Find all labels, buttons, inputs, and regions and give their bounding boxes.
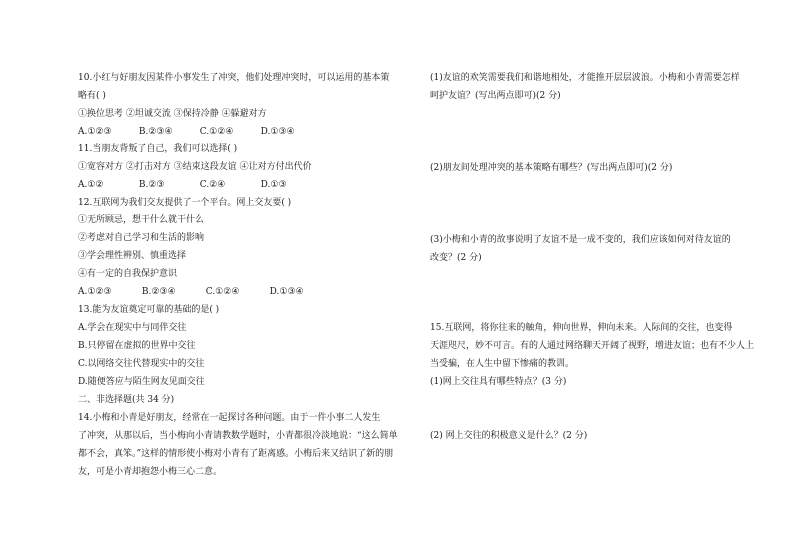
- q14-line-2: 了冲突，从那以后，当小梅向小青请教数学题时，小青都很冷淡地说：“这么简单: [78, 431, 398, 441]
- q12-item-3: ③学会理性辨别、慎重选择: [78, 251, 187, 261]
- q15-sub2: (2) 网上交往的积极意义是什么？(2 分): [430, 431, 588, 441]
- q13-stem: 13.能为友谊奠定可靠的基础的是( ): [78, 305, 220, 315]
- q13-option-c: C.以网络交往代替现实中的交往: [78, 359, 205, 369]
- q11-option-d: D.①③: [260, 180, 287, 190]
- q13-option-b: B.只停留在虚拟的世界中交往: [78, 341, 196, 351]
- q11-items: ①宽容对方 ②打击对方 ③结束这段友谊 ④让对方付出代价: [78, 162, 312, 172]
- q14-line-1: 14.小梅和小青是好朋友，经常在一起探讨各种问题。由于一件小事二人发生: [78, 413, 381, 423]
- q10-stem-line-2: 略有( ): [78, 91, 106, 101]
- q10-options: [78, 126, 295, 138]
- q11-option-c: C.②④: [199, 180, 226, 190]
- q11-option-a: A.①②: [78, 180, 104, 190]
- q10-items: ①换位思考 ②坦诚交流 ③保持冷静 ④躲避对方: [78, 109, 267, 119]
- q14-line-4: 友，可是小青却抱怨小梅三心二意。: [78, 467, 223, 477]
- q14-line-3: 都不会，真笨。”这样的情形使小梅对小青有了距离感。小梅后来又结识了新的朋: [78, 449, 394, 459]
- q14-sub3-line-1: (3)小梅和小青的故事说明了友谊不是一成不变的，我们应该如何对待友谊的: [430, 235, 731, 245]
- q12-option-d: D.①③④: [269, 287, 304, 297]
- q15-line-2: 天涯咫尺，妙不可言。有的人通过网络聊天开阔了视野，增进友谊；也有不少人上: [430, 341, 755, 351]
- q14-sub1-line-1: (1)友谊的欢笑需要我们和谐地相处，才能推开层层波浪。小梅和小青需要怎样: [430, 73, 740, 83]
- q12-item-2: ②考虑对自己学习和生活的影响: [78, 233, 205, 243]
- q12-options: [78, 286, 304, 298]
- q14-sub1-line-2: 呵护友谊？(写出两点即可)(2 分): [430, 91, 561, 101]
- q11-option-b: B.②③: [138, 180, 165, 190]
- q10-stem-line-1: 10.小红与好朋友因某件小事发生了冲突，他们处理冲突时，可以运用的基本策: [78, 73, 390, 83]
- q10-option-c: C.①②④: [199, 127, 234, 137]
- q12-item-4: ④有一定的自我保护意识: [78, 269, 178, 279]
- q14-sub3-line-2: 改变？(2 分): [430, 253, 482, 263]
- q12-item-1: ①无所顾忌，想干什么就干什么: [78, 215, 205, 225]
- q13-option-a: A.学会在现实中与同伴交往: [78, 323, 187, 333]
- q12-option-b: B.②③④: [141, 287, 176, 297]
- q10-option-d: D.①③④: [260, 127, 295, 137]
- q12-stem: 12.互联网为我们交友提供了一个平台。网上交友要( ): [78, 198, 292, 208]
- q10-option-a: A.①②③: [78, 127, 112, 137]
- q10-option-b: B.②③④: [138, 127, 173, 137]
- q12-option-c: C.①②④: [205, 287, 240, 297]
- q13-option-d: D.随便答应与陌生网友见面交往: [78, 377, 205, 387]
- q11-stem: 11.当朋友背叛了自己，我们可以选择( ): [78, 144, 238, 154]
- section-2-heading: 二、非选择题(共 34 分): [78, 395, 175, 405]
- q12-option-a: A.①②③: [78, 287, 112, 297]
- q15-sub1: (1)网上交往具有哪些特点？(3 分): [430, 377, 567, 387]
- q15-line-1: 15.互联网，将你往来的触角，伸向世界，伸向未来。人际间的交往，也变得: [430, 323, 733, 333]
- q14-sub2: (2)朋友间处理冲突的基本策略有哪些？(写出两点即可)(2 分): [430, 163, 673, 173]
- q15-line-3: 当受骗，在人生中留下惨痛的教训。: [430, 359, 575, 369]
- q11-options: [78, 179, 287, 191]
